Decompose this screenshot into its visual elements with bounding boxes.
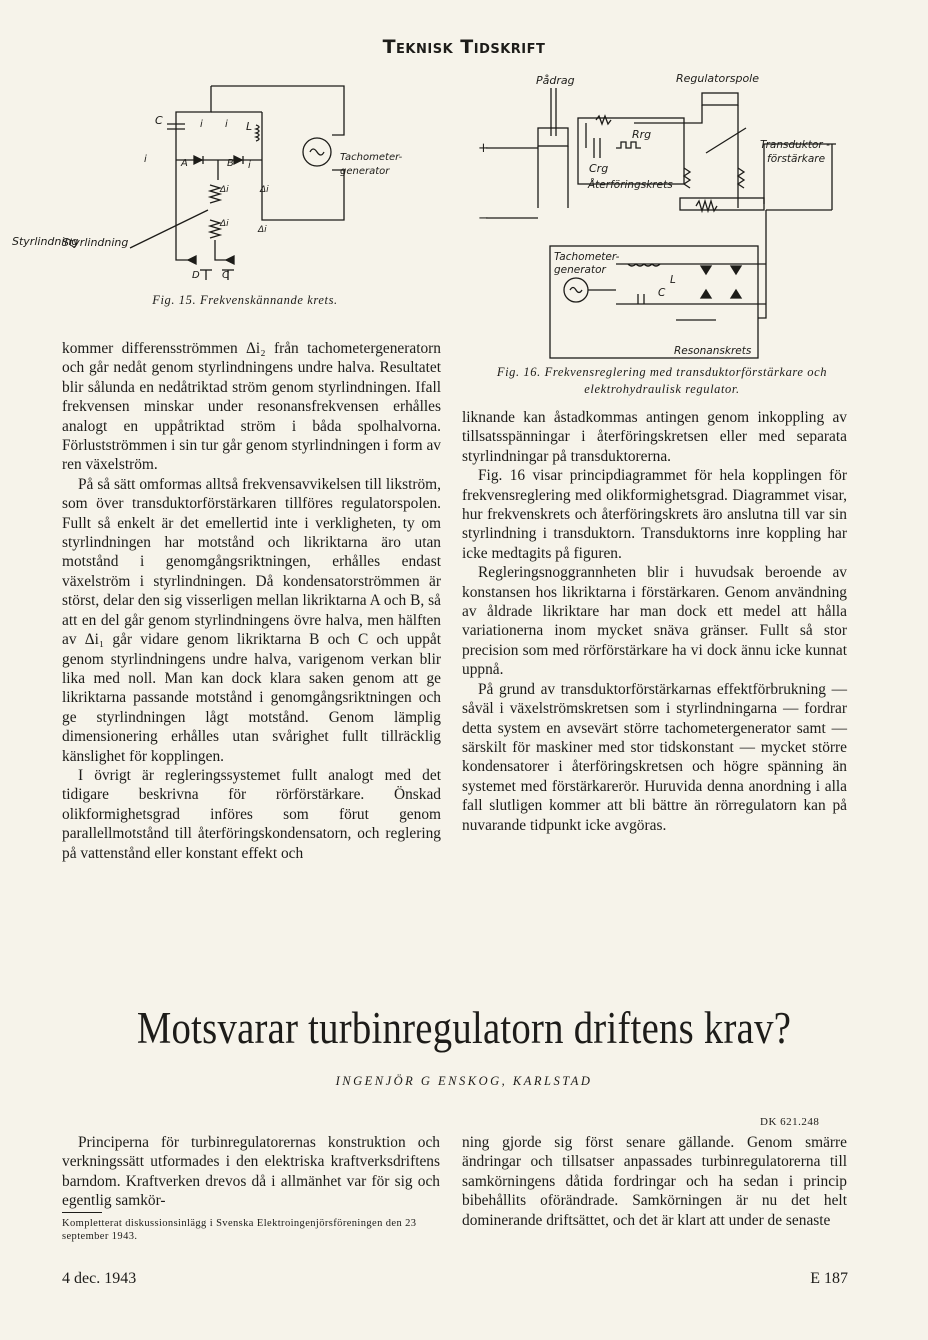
fig15-label-c-bottom: C (222, 270, 229, 281)
left-paragraph-1: kommer differensströmmen Δi₂ från tachometergeneratorn och går nedåt genom styrlindningens undre halva. Resultatet blir sålunda en nedåtriktad ström genom styrlindningen. Ifall frekvensen minskar under resonansfrekvensen erhålles analogt en uppåtriktad ström i båda spolhalvorna. Förlustströmmen i sin tur går genom styrlindningen i form av ren växelström. (62, 340, 441, 474)
right-paragraph-3: Regleringsnoggrannheten blir i huvudsak beroende av konstansen hos likriktarna i förstärkaren. Genom användning av åldrade likriktare har man dock ett medel att hålla variationerna inom mycket snäva gränser. Fullt så stor precision som med rörförstärkare ha vi dock ännu icke kunnat uppnå. (462, 564, 847, 679)
article-title: Motsvarar turbinregulatorn driftens krav? (136, 1003, 792, 1053)
figure-16-caption-line1: Fig. 16. Frekvensreglering med transduktorförstärkare och (496, 365, 828, 379)
fig16-label-transduktor1: Transduktor - (760, 139, 830, 151)
fig15-label-di2b: Δi (258, 225, 267, 235)
left-paragraph-3: I övrigt är regleringssystemet fullt analogt med det tidigare beskrivna för rörförstärkare. Önskad olikformighetsgrad införes som förut genom parallellmotstånd till återföringskondensatorn, och reglering på vattenstånd eller konstant effekt och (62, 766, 441, 862)
fig15-label-di2: Δi (220, 219, 229, 229)
right-paragraph-1: liknande kan åstadkommas antingen genom inkoppling av tillsatsspänningar i återföringskretsen eller med separata styrlindningar på transduktorerna. (462, 409, 847, 465)
fig15-label-tacho2: generator (340, 166, 390, 177)
figure-16-diagram (476, 68, 866, 368)
fig16-label-aterforing: Återföringskrets (588, 179, 673, 191)
fig15-label-di1: Δi (220, 185, 229, 195)
right-paragraph-4: På grund av transduktorförstärkarnas effektförbrukning — såväl i växelströmskretsen som i styrlindningarna — fordrar detta system en avsevärt större tachometergenerator samt — särskilt för maskiner med stor tidskonstant — mycket större kondensatorer i återföringskretsen och högre spänning än systemet med förstärkarerör. Huruvida denna anordning i alla fall slutligen kommer att bli bättre än rörregulatorn kan på nuvarande tidpunkt icke avgöras. (462, 680, 847, 834)
right-paragraph-2: Fig. 16 visar principdiagrammet för hela kopplingen för frekvensreglering med olikformighetsgrad. Diagrammet visar, hur frekvenskrets och återföringskrets äro anslutna till var sin styrlindning i transduktorn. Transduktorns inre koppling har icke medtagits på figuren. (462, 467, 847, 562)
journal-header: Teknisk Tidskrift (382, 36, 546, 58)
fig15-label-il2: i (248, 160, 251, 171)
left-column (62, 339, 441, 863)
left-paragraph-2: På så sätt omformas alltså frekvensavvikelsen till likström, som över transduktorförstärkaren tillföres regulatorspolen. Fullt så enkelt är det emellertid inte i verkligheten, ty om styrlindningen har motstånd och likriktarna äro utan motstånd i genomgångsriktningen, erhålles endast växelström i styrlindningen. Då kondensatorströmmen är störst, delar den sig visserligen mellan likriktarna A och B, så att en del går genom styrlindningens övre halva, men hälften av Δi₁ går vidare genom likriktarna B och C och uppåt genom styrlindningens undre halva, varigenom verkan blir lika med noll. Man kan dock klara saken genom att ge likriktarna passande motstånd i genomgångsriktningen och ge styrlindningen lågt motstånd. Genom lämplig dimensionering erhålles utan svårighet fullt tillräcklig känslighet för kopplingen. (62, 475, 441, 765)
figure-15-diagram (12, 80, 403, 285)
fig15-label-tacho1: Tachometer- (340, 152, 403, 163)
article-author: INGENJÖR G ENSKOG, KARLSTAD (335, 1074, 593, 1088)
dk-classification: DK 621.248 (760, 1116, 820, 1128)
footer-date: 4 dec. 1943 (62, 1270, 137, 1287)
fig15-label-b: B (227, 158, 234, 169)
figure-15-caption: Fig. 15. Frekvenskännande krets. (152, 293, 338, 307)
fig16-label-regulatorspole: Regulatorspole (676, 72, 759, 85)
fig16-label-tacho2: generator (554, 264, 606, 276)
fig16-label-c: C (658, 287, 666, 299)
fig16-label-crg: Crg (589, 162, 609, 175)
fig16-label-plus: + (478, 141, 489, 156)
fig15-label-d: D (192, 270, 200, 281)
footnote-rule (62, 1212, 102, 1213)
fig16-label-l: L (670, 274, 676, 286)
fig15-label-ic1: i (200, 119, 203, 130)
fig15-label-di1b: Δi (260, 185, 269, 195)
article-footnote: Kompletterat diskussionsinlägg i Svenska Elektroingenjörsföreningen den 23 september 1943. (62, 1218, 417, 1242)
fig16-label-rrg: Rrg (632, 128, 652, 141)
fig15-label-il1: i (225, 119, 228, 130)
fig15-label-c: C (155, 114, 163, 127)
fig16-label-resonans: Resonanskrets (674, 345, 752, 357)
footer-page-number: E 187 (810, 1270, 848, 1287)
fig16-label-tacho1: Tachometer- (554, 251, 620, 263)
fig15-label-l: L (246, 120, 253, 133)
right-column (462, 408, 847, 835)
figure-16-caption-line2: elektrohydraulisk regulator. (584, 382, 740, 396)
figure-16-caption (462, 364, 862, 398)
fig15-label-a: A (181, 158, 188, 169)
fig16-label-minus: − (478, 211, 489, 226)
article-left-text: Principerna för turbinregulatorernas konstruktion och verkningssätt utformades i den elektriska kraftverksdriftens barndom. Kraftverken drevos då i allmänhet var för sig och egentlig samkör- (62, 1134, 440, 1210)
fig16-label-transduktor2: förstärkare (767, 153, 826, 165)
fig16-label-padrag: Pådrag (536, 74, 575, 87)
fig15-styrlindning-label: Styrlindning (62, 236, 129, 249)
article-right-text: ning gjorde sig först senare gällande. Genom smärre ändringar och tillsatser anpassades turbinregulatorerna till samkörningens dåtida fordringar och ha sedan i princip bibehållits oförändrade. Samkörningen är nu det helt dominerande driftsättet, och det är klart att under de senaste (462, 1134, 847, 1229)
fig15-label-ic2: i (144, 154, 147, 165)
fig15-label-styr: Styrlindning (12, 235, 79, 248)
